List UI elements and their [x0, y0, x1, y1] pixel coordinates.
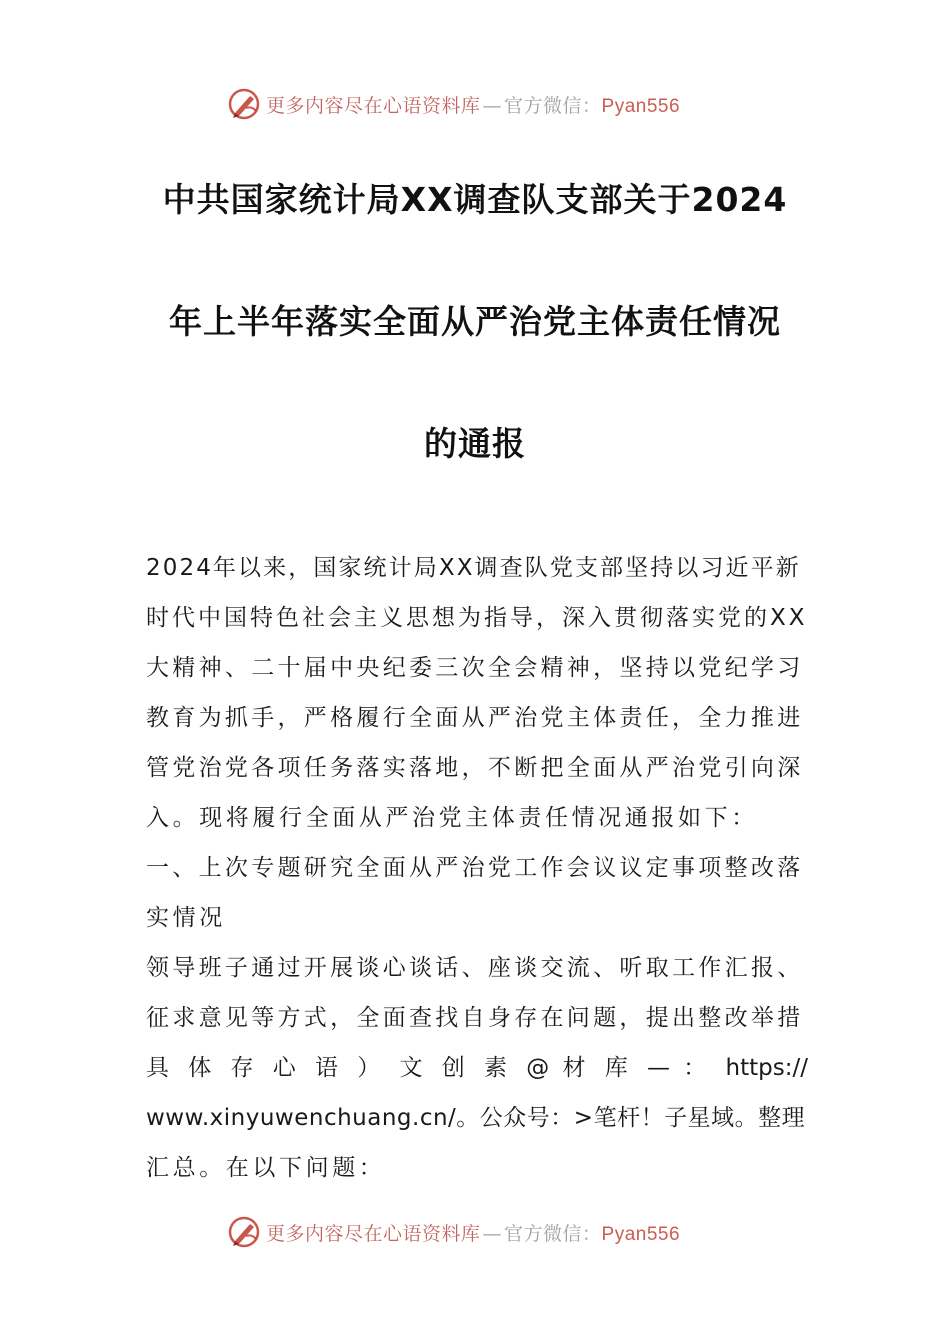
body-line: 征求意见等方式，全面查找自身存在问题，提出整改举措 [146, 1005, 804, 1031]
watermark-text [266, 1219, 680, 1246]
watermark-text [266, 91, 680, 118]
body-line: 入。现将履行全面从严治党主体责任情况通报如下： [146, 805, 758, 831]
watermark-label: 更多内容尽在心语资料库 [266, 94, 481, 117]
watermark-id: Pyan556 [601, 1223, 681, 1245]
watermark-banner-bottom [226, 1212, 746, 1252]
body-line: 汇总。在以下问题： [146, 1155, 386, 1181]
watermark-banner-top [226, 84, 746, 124]
body-line: 时代中国特色社会主义思想为指导，深入贯彻落实党的XX [146, 605, 808, 631]
document-title-line-2: 年上半年落实全面从严治党主体责任情况 [169, 302, 781, 341]
section-heading: 一、上次专题研究全面从严治党工作会议议定事项整改落 [146, 855, 804, 881]
pen-logo-icon [226, 86, 262, 122]
body-line: www.xinyuwenchuang.cn/。公众号：>笔杆！子星域。整理 [146, 1105, 806, 1131]
body-line: 具 体 存 心 语 ） 文 创 素 @ 材 库 — ： https:// [146, 1055, 808, 1081]
watermark-wechat: 官方微信： [504, 1222, 602, 1245]
document-title-line-3: 的通报 [424, 424, 526, 463]
watermark-wechat: 官方微信： [504, 94, 602, 117]
body-line: 管党治党各项任务落实落地，不断把全面从严治党引向深 [146, 755, 804, 781]
section-heading: 实情况 [146, 905, 226, 931]
pen-logo-icon [226, 1214, 262, 1250]
document-title-line-1: 中共国家统计局XX调查队支部关于2024 [162, 180, 788, 219]
body-line: 大精神、二十届中央纪委三次全会精神，坚持以党纪学习 [146, 655, 804, 681]
watermark-separator: — [482, 1222, 503, 1245]
watermark-id: Pyan556 [601, 95, 681, 117]
body-line: 2024年以来，国家统计局XX调查队党支部坚持以习近平新 [146, 555, 801, 581]
watermark-separator: — [482, 94, 503, 117]
body-line: 领导班子通过开展谈心谈话、座谈交流、听取工作汇报、 [146, 955, 804, 981]
watermark-label: 更多内容尽在心语资料库 [266, 1222, 481, 1245]
body-line: 教育为抓手，严格履行全面从严治党主体责任，全力推进 [146, 705, 804, 731]
